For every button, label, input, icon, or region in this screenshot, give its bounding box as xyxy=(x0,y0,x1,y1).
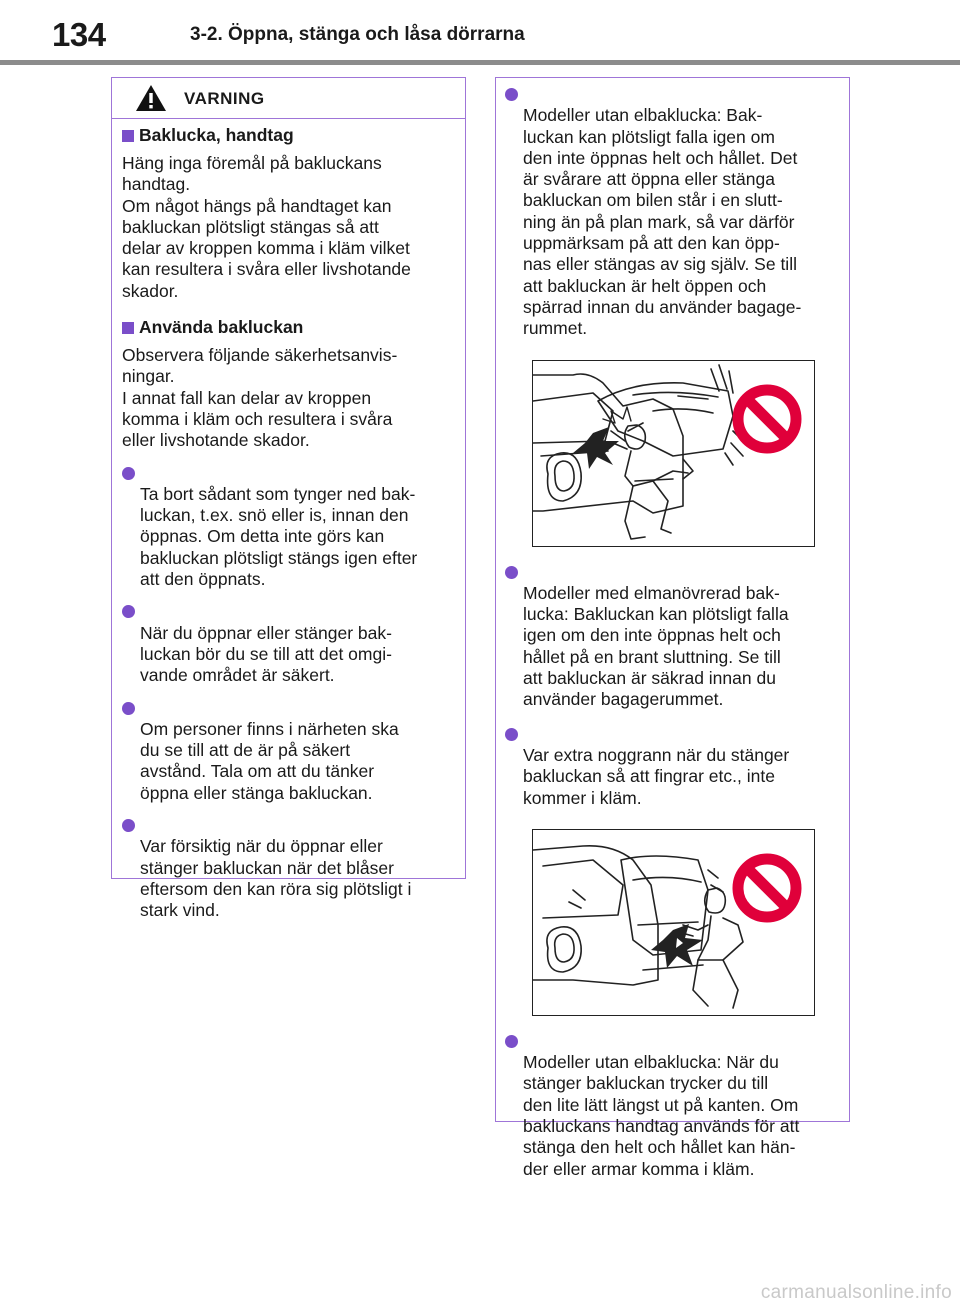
circle-bullet-icon xyxy=(122,819,135,832)
warning-content-continued xyxy=(496,84,849,1180)
illustration-fingers-caught xyxy=(532,829,815,1016)
warning-panel xyxy=(111,77,466,921)
circle-bullet-icon xyxy=(122,702,135,715)
list-item: Var extra noggrann när du stänger bakluckan så att fingrar etc., inte kommer i kläm. xyxy=(505,724,839,809)
paragraph-handle-warning: Häng inga föremål på bakluckans handtag. Om något hängs på handtaget kan bakluckan plötsligt stängas så att delar av kroppen komma i kläm vilket kan resultera i svåra eller livshotande skador. xyxy=(122,153,411,301)
circle-bullet-icon xyxy=(122,605,135,618)
subheading-tailgate-handle: Baklucka, handtag xyxy=(122,123,451,147)
circle-bullet-icon xyxy=(122,467,135,480)
warning-triangle-icon xyxy=(135,84,167,112)
section-title: 3-2. Öppna, stänga och låsa dörrarna xyxy=(190,24,525,45)
watermark: carmanualsonline.info xyxy=(760,1282,952,1303)
list-item: Modeller utan elbaklucka: Bak- luckan kan plötsligt falla igen om den inte öppnas helt och hållet. Det är svårare att öppna eller stänga bakluckan om bilen står i en slutt- ning än på plan mark, så var därför uppmärksam på att den kan öpp- nas eller stängas av sig själv. Se till att bakluckan är helt öppen och spärrad innan du använder bagage- rummet. xyxy=(505,84,839,340)
page-number: 134 xyxy=(52,16,106,53)
warning-content xyxy=(112,123,465,922)
circle-bullet-icon xyxy=(505,88,518,101)
prohibition-icon xyxy=(731,383,803,455)
page-header xyxy=(0,0,960,70)
square-bullet-icon xyxy=(122,322,134,334)
warning-panel-continued xyxy=(495,77,850,1179)
list-item: Om personer finns i närheten ska du se till att de är på säkert avstånd. Tala om att du tänker öppna eller stänga bakluckan. xyxy=(122,698,451,804)
list-item: Modeller utan elbaklucka: När du stänger bakluckan trycker du till den lite lätt längst ut på kanten. Om bakluckans handtag används för att stänga den helt och hållet kan hän- der eller armar komma i kläm. xyxy=(505,1031,839,1180)
warning-label: VARNING xyxy=(184,89,265,108)
list-item: Ta bort sådant som tynger ned bak- luckan, t.ex. snö eller is, innan den öppnas. Om detta inte görs kan bakluckan plötsligt stängs igen efter att den öppnats. xyxy=(122,463,451,591)
square-bullet-icon xyxy=(122,130,134,142)
subheading-using-tailgate: Använda bakluckan xyxy=(122,315,451,339)
list-item: Modeller med elmanövrerad bak- lucka: Bakluckan kan plötsligt falla igen om den inte öppnas helt och hållet på en brant sluttning. Se till att bakluckan är säkrad innan du använder bagagerummet. xyxy=(505,562,839,711)
list-item: Var försiktig när du öppnar eller stänger bakluckan när det blåser eftersom den kan röra sig plötsligt i stark vind. xyxy=(122,815,451,921)
circle-bullet-icon xyxy=(505,728,518,741)
warning-header xyxy=(112,78,465,119)
paragraph-safety-notes: Observera följande säkerhetsanvis- ningar. I annat fall kan delar av kroppen komma i kläm och resultera i svåra eller livshotande skador. xyxy=(122,345,398,451)
prohibition-icon xyxy=(731,852,803,924)
header-rule xyxy=(0,60,960,65)
circle-bullet-icon xyxy=(505,566,518,579)
circle-bullet-icon xyxy=(505,1035,518,1048)
illustration-tailgate-falling xyxy=(532,360,815,547)
list-item: När du öppnar eller stänger bak- luckan bör du se till att det omgi- vande området är säkert. xyxy=(122,601,451,686)
